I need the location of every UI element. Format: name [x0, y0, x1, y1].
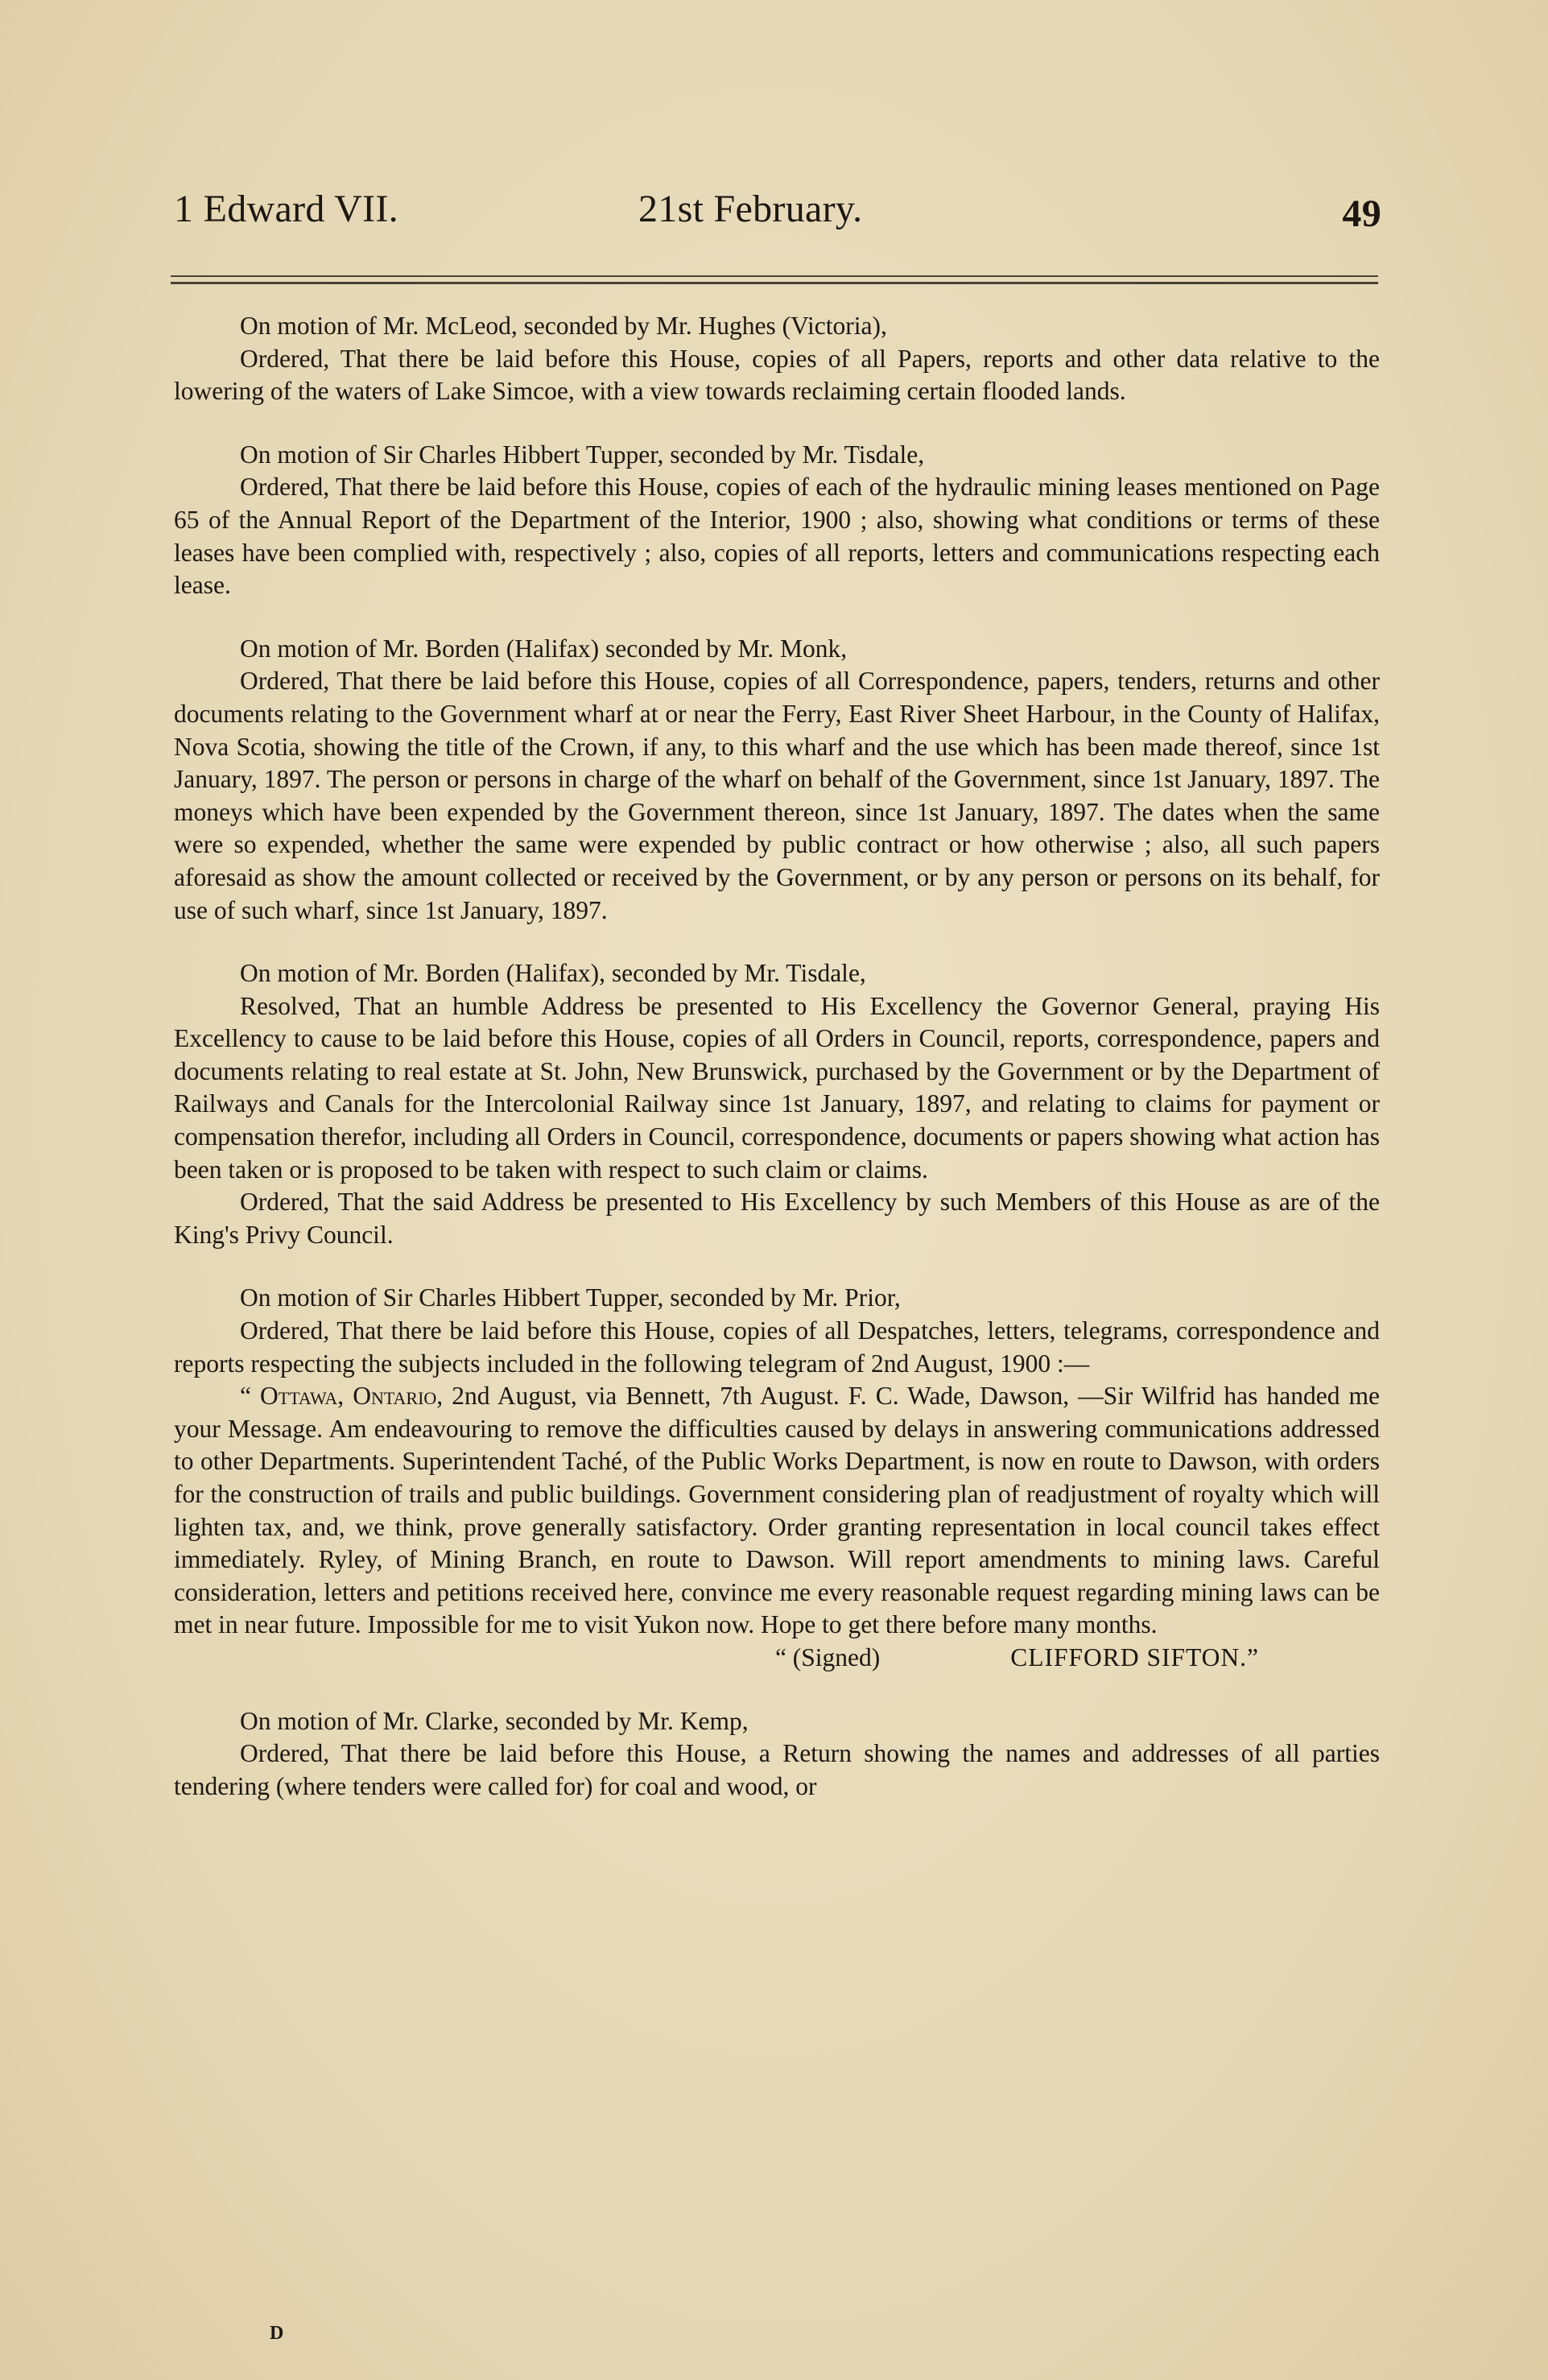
order-paragraph: Ordered, That there be laid before this House, a Return showing the names and addresses of all parties tendering (where tenders were called for) for coal and wood, or [174, 1739, 1380, 1800]
running-header [174, 187, 1381, 259]
entry-borden-ferry-wharf [174, 633, 1380, 927]
order-paragraph: Ordered, That there be laid before this House, copies of all Correspondence, papers, tenders, returns and other documents relating to the Government wharf at or near the Ferry, East River Sheet Harbour, in the County of Halifax, Nova Scotia, showing the title of the Crown, if any, to this wharf and the use which has been made thereof, since 1st January, 1897. The person or persons in charge of the wharf on behalf of the Government, since 1st January, 1897. The moneys which have been expended by the Government thereon, since 1st January, 1897. The dates when the same were so expended, whether the same were expended by public contract or how otherwise ; also, all such papers aforesaid as show the amount collected or received by the Government, or by any person or persons on its behalf, for use of such wharf, since 1st January, 1897. [174, 667, 1380, 924]
signed-label: “ (Signed) [774, 1642, 881, 1671]
journal-body [174, 310, 1380, 1833]
motion-line: On motion of Sir Charles Hibbert Tupper, seconded by Mr. Prior, [240, 1283, 901, 1312]
motion-line: On motion of Mr. Borden (Halifax) seconded by Mr. Monk, [240, 634, 848, 663]
order-paragraph: Ordered, That there be laid before this House, copies of each of the hydraulic mining leases mentioned on Page 65 of the Annual Report of the Department of the Interior, 1900 ; also, showing what conditions or terms of these leases have been complied with, respectively ; also, copies of all reports, letters and communications respecting each lease. [174, 473, 1380, 600]
header-rule-thin [171, 275, 1378, 277]
order-paragraph: Ordered, That there be laid before this House, copies of all Papers, reports and other data relative to the lowering of the waters of Lake Simcoe, with a view towards reclaiming certain flooded lands. [174, 344, 1380, 406]
signature-mark: D [270, 2323, 284, 2344]
regnal-year: 1 Edward VII. [174, 188, 398, 230]
header-rule-thick [171, 282, 1378, 284]
motion-line: On motion of Mr. Clarke, seconded by Mr. Kemp, [240, 1706, 749, 1735]
signer-name: CLIFFORD SIFTON.” [1010, 1642, 1259, 1671]
entry-clarke-coal-wood [174, 1705, 1380, 1804]
entry-borden-st-john-address [174, 957, 1380, 1251]
resolution-paragraph: Resolved, That an humble Address be presented to His Excellency the Governor General, praying His Excellency to cause to be laid before this House, copies of all Orders in Council, reports, correspondence, papers and documents relating to real estate at St. John, New Brunswick, purchased by the Government or by the Department of Railways and Canals for the Intercolonial Railway since 1st January, 1897, and relating to claims for payment or compensation therefor, including all Orders in Council, correspondence, documents or papers showing what action has been taken or is proposed to be taken with respect to such claim or claims. [174, 991, 1380, 1184]
telegram-body: 2nd August, via Bennett, 7th August. F. C. Wade, Dawson, —Sir Wilfrid has handed me your Message. Am endeavouring to remove the difficulties caused by delays in answering communications addressed to other Departments. Superintendent Taché, of the Public Works Department, is now en route to Dawson, with orders for the construction of trails and public buildings. Government considering plan of readjustment of royalty which will lighten tax, and, we think, prove generally satisfactory. Order granting representation in local council takes effect immediately. Ryley, of Mining Branch, en route to Dawson. Will report amendments to mining laws. Careful consideration, letters and petitions received here, convince me every reasonable request regarding mining laws can be met in near future. Impossible for me to visit Yukon now. Hope to get there before many months. [174, 1382, 1381, 1639]
motion-line: On motion of Mr. Borden (Halifax), seconded by Mr. Tisdale, [240, 959, 866, 988]
telegram-text [174, 1380, 1380, 1642]
page-number: 49 [1342, 192, 1381, 235]
order-paragraph: Ordered, That the said Address be presented to His Excellency by such Members of this House as are of the King's Privy Council. [174, 1188, 1380, 1249]
motion-line: On motion of Sir Charles Hibbert Tupper, seconded by Mr. Tisdale, [240, 440, 925, 469]
motion-line: On motion of Mr. McLeod, seconded by Mr. Hughes (Victoria), [240, 312, 887, 340]
telegram-signature [174, 1642, 1380, 1675]
entry-tupper-hydraulic-leases [174, 439, 1380, 602]
entry-tupper-yukon-telegram [174, 1282, 1380, 1674]
order-paragraph: Ordered, That there be laid before this House, copies of all Despatches, letters, telegrams, correspondence and reports respecting the subjects included in the following telegram of 2nd August, 1900 :— [174, 1316, 1380, 1378]
entry-mcleod-lake-simcoe [174, 310, 1380, 408]
telegram-place: “ Ottawa, Ontario, [240, 1382, 444, 1411]
journal-date: 21st February. [638, 188, 863, 230]
